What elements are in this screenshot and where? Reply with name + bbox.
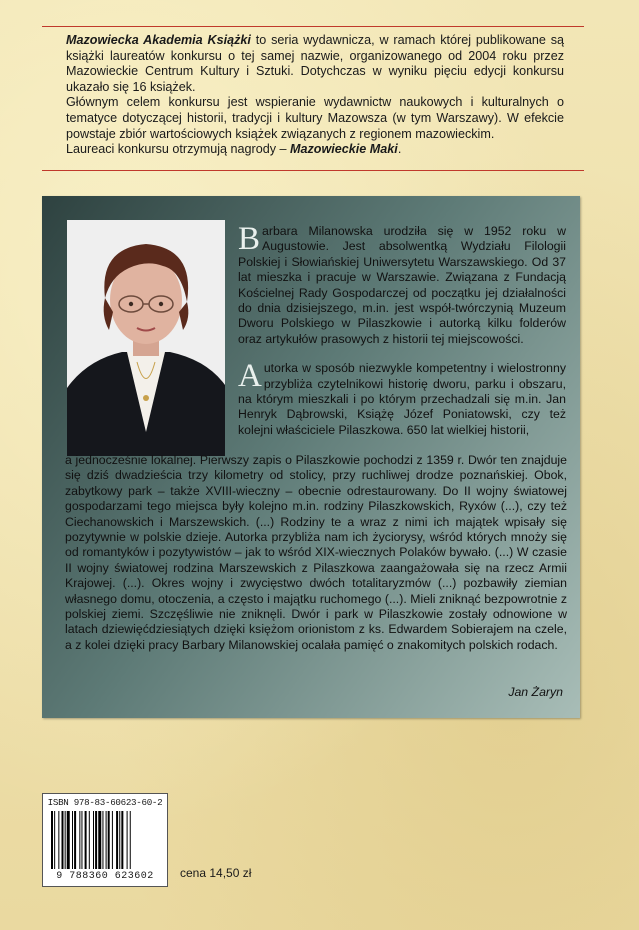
author-portrait [67,220,225,456]
intro-paragraph-2: Głównym celem konkursu jest wspieranie wydawnictw naukowych i kulturalnych o tematyce dotyczącej historii, tradycji i kultury Mazowsza (w tym Warszawy). W efekcie powstaje zbiór wartościowych książek związanych z regionem mazowieckim. [66,95,564,141]
review-first-lines: utorka w sposób niezwykle kompetentny i wielostronny przybliża czytelnikowi historię dworu, parku i obszaru, na którym mieszkali i po którym przechadzali się m.in. Jan Henryk Dąbrowski, Książę Józef Poniatowski, czy też kolejni właściciele Pilaszkowa. 650 lat wielkiej historii, [238,361,566,437]
barcode-bars [51,811,159,869]
series-name: Mazowiecka Akademia Książki [66,33,251,47]
ean-digits: 9 788360 623602 [56,871,154,882]
bio-dropcap: B [238,221,261,257]
intro-p3-text: Laureaci konkursu otrzymują nagrody – [66,142,291,157]
intro-paragraph-1 [66,33,564,95]
bio-paragraph [238,221,566,347]
review-intro-paragraph [238,358,566,438]
portrait-illustration [67,220,225,456]
review-dropcap: A [238,358,262,395]
bottom-divider [42,170,584,171]
price-label: cena 14,50 zł [180,866,252,880]
author-biography [238,221,566,448]
isbn-label: ISBN 978-83-60623-60-2 [47,797,163,808]
intro-paragraph-3 [66,142,564,158]
review-text [65,453,567,653]
bio-text: arbara Milanowska urodziła się w 1952 roku w Augustowie. Jest absolwentką Wydziału Filologii Polskiej i Słowiańskiej Uniwersytetu Warszawskiego. Od 37 lat mieszka i pracuje w Warszawie. Związana z Fundacją Kościelnej Rady Gospodarczej od początku jej działalności do dnia dzisiejszego, m.in. jest współ-twórczynią Muzeum Dworu Polskiego w Pilaszkowie i autorką kilku folderów oraz artykułów prasowych z historii tej miejscowości. [238,224,566,346]
intro-p1-text: to seria wydawnicza, w ramach której publikowane są książki laureatów konkursu o tej samej nazwie, organizowanego od 2004 roku przez Mazowieckie Centrum Kultury i Sztuki. Dotychczas w wyniku pięciu edycji konkursu ukazało się 16 książek. [66,33,564,94]
review-paragraph: a jednocześnie lokalnej. Pierwszy zapis o Pilaszkowie pochodzi z 1359 r. Dwór ten znajduje się dziś dwadzieścia trzy kilometry od stolicy, przy ruchliwej drodze poznańskiej. Obok, zabytkowy park – także XVIII-wieczny – obecnie odrestaurowany. Do II wojny światowej gospodarzami tego miejsca były kolejno m.in. rodziny Pilaszkowskich, Ryxów (...), czy też Ciechanowskich i Marszewskich. (...) Rodziny te a wraz z nimi ich majątek wpisały się pozytywnie w polskie dzieje. Autorka przybliża nam ich życiorysy, wśród których mnoży się od romantyków i pozytywistów – jak to wśród XIX-wiecznych Polaków bywało. (...) W czasie II wojny światowej rodzina Marszewskich z Pilaszkowa zaangażowała się na rzecz Armii Krajowej. (...). Okres wojny i zwycięstwo dwóch totalitaryzmów (...) pozbawiły ziemian własnego domu, otoczenia, a często i majątku ruchomego (...). Mieli zniknąć bezpowrotnie z polskiej ziemi. Szczęśliwie nie zniknęli. Dwór i park w Pilaszkowie zostały odnowione w latach dziewięćdziesiątych dzięki księżom orionistom z ks. Edwardem Sobierajem na czele, a z kolei dzięki pracy Barbary Milanowskiej ocalała pamięć o znakomitych polskich rodach. [65,453,567,652]
top-divider [42,26,584,27]
series-intro [66,33,564,158]
intro-p3-end: . [397,142,402,157]
isbn-barcode [42,793,168,887]
award-name: Mazowieckie Maki [290,142,398,157]
review-signature: Jan Żaryn [508,685,563,699]
